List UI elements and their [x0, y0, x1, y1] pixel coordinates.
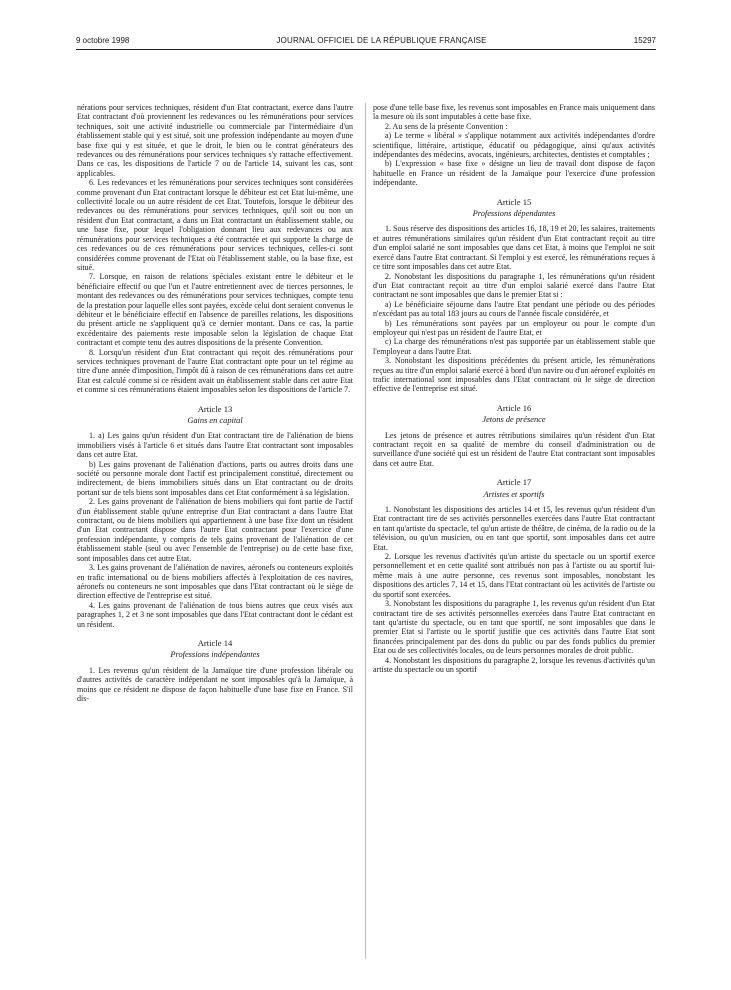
paragraph-14-2a: a) Le terme « libéral » s'applique notamment aux activités indépendantes d'ordre scientifique, littéraire, artistique, éducatif ou pédagogique, ainsi qu'aux activités indépendantes des médecins, avocats, ingénieurs, architectes, dentistes et comptables ; [373, 131, 655, 160]
paragraph-15-2: 2. Nonobstant les dispositions du paragraphe 1, les rémunérations qu'un résident d'un Etat contractant reçoit au titre d'un emploi salarié exercé dans l'autre Etat contractant ne sont imposables que dans le premier Etat si : [373, 271, 655, 300]
article-13-heading: Article 13 [197, 403, 233, 414]
paragraph-14-2: 2. Au sens de la présente Convention : [385, 121, 508, 131]
paragraph-13-4: 4. Les gains provenant de l'aliénation de tous biens autres que ceux visés aux paragraphes 1, 2 et 3 ne sont imposables que dans l'Etat contractant dont le cédant est un résident. [77, 600, 353, 629]
article-17-subtitle: Artistes et sportifs [483, 489, 545, 499]
page-number: 15297 [633, 36, 656, 45]
paragraph-13-1a: 1. a) Les gains qu'un résident d'un Etat contractant tire de l'aliénation de biens immobiliers visés à l'article 6 et situés dans l'autre Etat contractant sont imposables dans cet autre Etat. [77, 431, 353, 460]
article-17-heading: Article 17 [496, 477, 532, 488]
paragraph-12-7: 7. Lorsque, en raison de relations spéciales existant entre le débiteur et le bénéficiaire effectif ou que l'un et l'autre entretiennent avec de tierces personnes, le montant des redevances ou des rémunérations pour services techniques, compte tenu de la prestation pour laquelle elles sont payées, excède celui dont seraient convenus le débiteur et le bénéficiaire effectif en l'absence de pareilles relations, les dispositions du présent article ne s'appliquent qu'à ce dernier montant. Dans ce cas, la partie excédentaire des paiements reste imposable selon la législation de chaque Etat contractant et compte tenu des autres dispositions de la présente Convention. [77, 272, 353, 348]
paragraph-14-2b: b) L'expression « base fixe » désigne un lieu de travail dont dispose de façon habituelle en France un résident de la Jamaïque pour l'exercice d'une profession indépendante. [373, 159, 655, 188]
paragraph-15-2b: b) Les rémunérations sont payées par un employeur ou pour le compte d'un employeur qui n'est pas un résident de l'autre Etat, et [373, 318, 655, 337]
paragraph-13-3: 3. Les gains provenant de l'aliénation de navires, aéronefs ou conteneurs exploités en trafic international ou de biens mobiliers affectés à l'exploitation de ces navires, aéronefs ou conteneurs ne sont imposables que dans l'Etat contractant où le siège de direction effective de l'entreprise est situé. [77, 563, 353, 601]
article-14-heading: Article 14 [197, 637, 233, 648]
article-15-heading: Article 15 [496, 196, 532, 207]
paragraph-16: Les jetons de présence et autres rétributions similaires qu'un résident d'un Etat contractant reçoit en sa qualité de membre du conseil d'administration ou de surveillance d'une société qui est un résident de l'autre Etat contractant sont imposables dans cet autre Etat. [373, 430, 655, 468]
issue-date: 9 octobre 1998 [76, 36, 130, 45]
paragraph-15-3: 3. Nonobstant les dispositions précédentes du présent article, les rémunérations reçues au titre d'un emploi salarié exercé à bord d'un navire ou d'un aéronef exploités en trafic international sont imposables dans l'Etat contractant où le siège de direction effective de l'entreprise est situé. [373, 356, 655, 394]
article-14-subtitle: Professions indépendantes [170, 650, 260, 660]
page-header [76, 36, 656, 50]
journal-title: JOURNAL OFFICIEL DE LA RÉPUBLIQUE FRANÇAISE [276, 36, 487, 45]
article-16-subtitle: Jetons de présence [482, 415, 546, 425]
paragraph-continuation: pose d'une telle base fixe, les revenus sont imposables en France mais uniquement dans la mesure où ils sont imputables à cette base fixe. [373, 103, 655, 122]
article-13-subtitle: Gains en capital [187, 416, 243, 425]
paragraph-13-1b: b) Les gains provenant de l'aliénation d'actions, parts ou autres droits dans une société ou personne morale dont l'actif est principalement constitué, directement ou indirectement, de biens immobiliers situés dans un Etat contractant ou de droits portant sur de tels biens sont imposables dans cet Etat conformément à sa législation. [77, 459, 353, 497]
article-15-subtitle: Professions dépendantes [472, 209, 556, 219]
paragraph-17-4: 4. Nonobstant les dispositions du paragraphe 2, lorsque les revenus d'activités qu'un artiste du spectacle ou un sportif [373, 655, 655, 674]
article-16-heading: Article 16 [496, 402, 532, 413]
paragraph-continuation: nérations pour services techniques, résident d'un Etat contractant, exerce dans l'autre Etat contractant d'où proviennent les redevances ou les rémunérations pour services techniques, soit une activité industrielle ou commerciale par l'intermédiaire d'un établissement stable qui y est situé, soit une profession indépendante au moyen d'une base fixe qui y est située, et que le droit, le bien ou le contrat générateurs des redevances ou des rémunérations pour services techniques s'y rattache effectivement. Dans ce cas, les dispositions de l'article 7 ou de l'article 14, suivant les cas, sont applicables. [77, 103, 353, 178]
paragraph-12-8: 8. Lorsqu'un résident d'un Etat contractant qui reçoit des rémunérations pour services techniques provenant de l'autre Etat contractant opte pour un tel régime au titre d'une année d'imposition, l'impôt dû à raison de ces rémunérations dans cet autre Etat est calculé comme si ce résident avait un établissement stable dans cet autre Etat et comme si ces rémunérations étaient imposables selon les dispositions de l'article 7. [77, 347, 353, 395]
paragraph-15-2c: c) La charge des rémunérations n'est pas supportée par un établissement stable que l'employeur a dans l'autre Etat. [373, 337, 655, 356]
paragraph-12-6: 6. Les redevances et les rémunérations pour services techniques sont considérées comme provenant d'un Etat contractant lorsque le débiteur est cet Etat lui-même, une collectivité locale ou un autre résident de cet Etat. Toutefois, lorsque le débiteur des redevances ou des rémunérations pour services techniques, qu'il soit ou non un résident d'un Etat contractant, a dans un Etat contractant un établissement stable, ou une base fixe, pour lequel l'obligation donnant lieu aux redevances ou aux rémunérations pour services techniques a été contractée et qui supporte la charge de ces redevances ou de ces rémunérations pour services techniques, celles-ci sont considérées comme provenant de l'Etat où l'établissement stable, ou la base fixe, est situé. [77, 178, 353, 272]
paragraph-15-2a: a) Le bénéficiaire séjourne dans l'autre Etat pendant une période ou des périodes n'excédant pas au total 183 jours au cours de l'année fiscale considérée, et [373, 299, 655, 319]
right-column [373, 103, 655, 674]
paragraph-15-1: 1. Sous réserve des dispositions des articles 16, 18, 19 et 20, les salaires, traitements et autres rémunérations similaires qu'un résident d'un Etat contractant reçoit au titre d'un emploi salarié ne sont imposables que dans cet Etat, à moins que l'emploi ne soit exercé dans l'autre Etat contractant. Si l'emploi y est exercé, les rémunérations reçues à ce titre sont imposables dans cet autre Etat. [373, 224, 655, 272]
paragraph-13-2: 2. Les gains provenant de l'aliénation de biens mobiliers qui font partie de l'actif d'un établissement stable qu'une entreprise d'un Etat contractant a dans l'autre Etat contractant, ou de biens mobiliers qui appartiennent à une base fixe dont un résident d'un Etat contractant dispose dans l'autre Etat contractant pour l'exercice d'une profession indépendante, y compris de tels gains provenant de l'aliénation de cet établissement stable (seul ou avec l'ensemble de l'entreprise) ou de cette base fixe, sont imposables dans cet autre Etat. [77, 497, 353, 563]
left-column [77, 103, 353, 703]
paragraph-17-2: 2. Lorsque les revenus d'activités qu'un artiste du spectacle ou un sportif exerce personnellement et en cette qualité sont attribués non pas à l'artiste ou au sportif lui-même mais à une autre personne, ces revenus sont imposables, nonobstant les dispositions des articles 7, 14 et 15, dans l'Etat contractant où les activités de l'artiste ou du sportif sont exercées. [373, 552, 655, 599]
paragraph-17-3: 3. Nonobstant les dispositions du paragraphe 1, les revenus qu'un résident d'un Etat contractant tire de ses activités personnelles exercées dans l'autre Etat contractant en tant qu'artiste du spectacle, ou en tant que sportif, ne sont imposables que dans le premier Etat si l'artiste ou le sportif justifie que ces activités dans l'autre Etat sont financées principalement par des dons du public ou par des fonds publics du premier Etat ou de ses collectivités locales, ou de leurs personnes morales de droit public. [373, 599, 655, 656]
paragraph-14-1: 1. Les revenus qu'un résident de la Jamaïque tire d'une profession libérale ou d'autres activités de caractère indépendant ne sont imposables qu'à la Jamaïque, à moins que ce résident ne dispose de façon habituelle d'une base fixe en France. S'il dis- [77, 665, 353, 703]
paragraph-17-1: 1. Nonobstant les dispositions des articles 14 et 15, les revenus qu'un résident d'un Etat contractant tire de ses activités personnelles exercées dans l'autre Etat contractant en tant qu'artiste du spectacle, tel qu'un artiste de théâtre, de cinéma, de la radio ou de la télévision, ou qu'un musicien, ou en tant que sportif, sont imposables dans cet autre Etat. [373, 505, 655, 552]
column-divider [365, 103, 366, 959]
